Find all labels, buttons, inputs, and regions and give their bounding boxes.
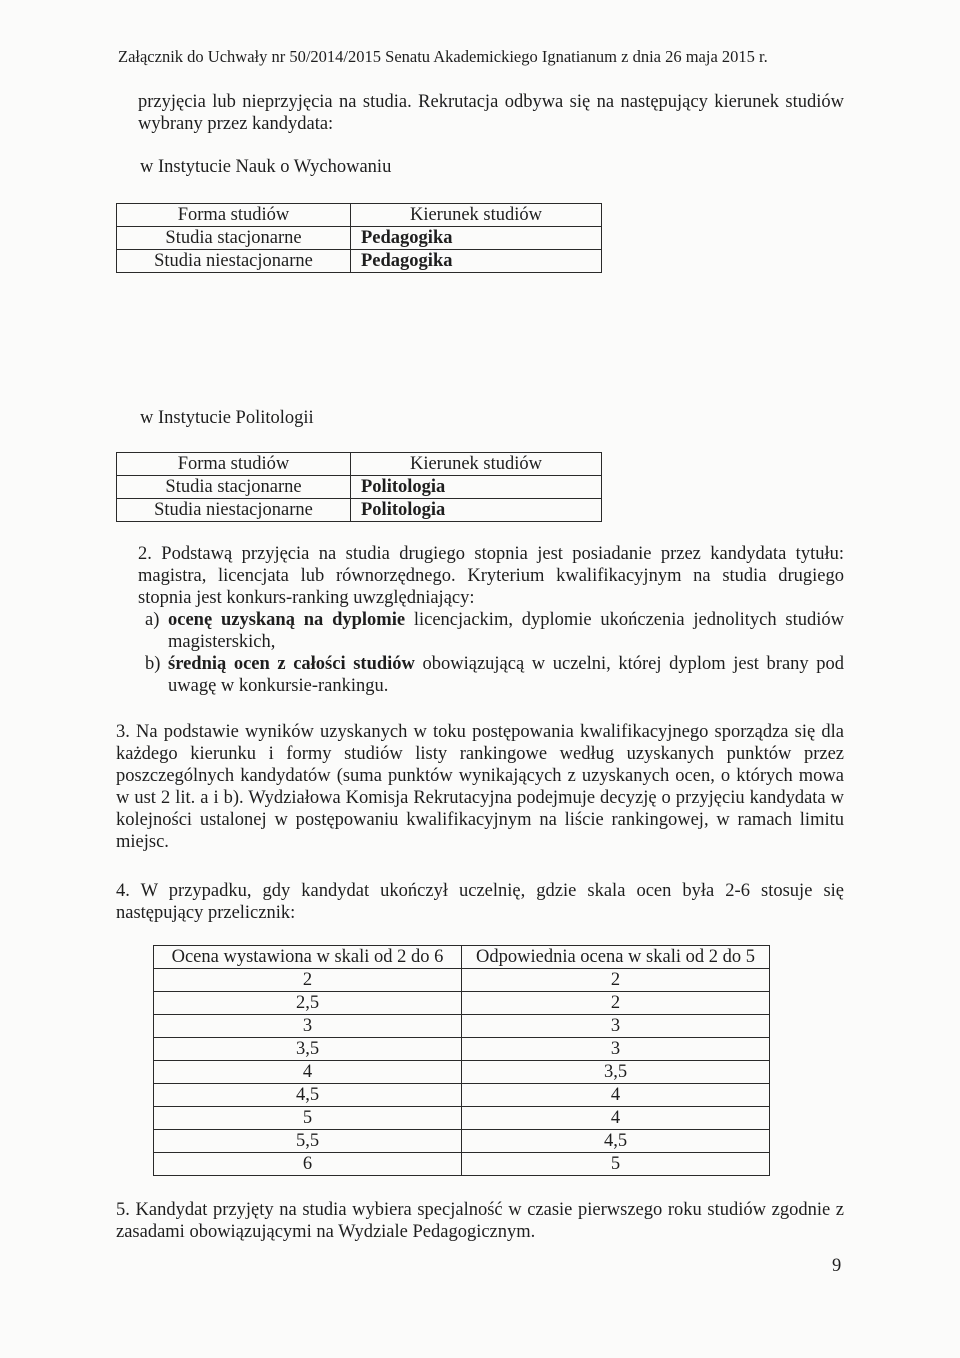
section-4-paragraph: 4. W przypadku, gdy kandydat ukończył uczelnię, gdzie skala ocen była 2-6 stosuje się następujący przelicznik: [116,881,844,923]
table-cell: 2,5 [154,992,462,1015]
table-header-cell: Kierunek studiów [351,453,602,476]
table-cell: 3 [462,1038,770,1061]
table-header-row [117,453,602,476]
table-row [154,1130,770,1153]
table-cell: 5 [154,1107,462,1130]
table-cell: 4,5 [462,1130,770,1153]
intro-paragraph: przyjęcia lub nieprzyjęcia na studia. Rekrutacja odbywa się na następujący kierunek studiów wybrany przez kandydata: [138,92,844,134]
table-header-cell: Ocena wystawiona w skali od 2 do 6 [154,946,462,969]
institute-2-table [116,452,602,522]
page-number: 9 [832,1256,842,1276]
table-row [154,1061,770,1084]
section-2-paragraph: 2. Podstawą przyjęcia na studia drugiego stopnia jest posiadanie przez kandydata tytułu: magistra, licencjata lub równorzędnego. Kryterium kwalifikacyjnym na studia drugiego stopnia jest konkurs-ranking uwzględniający: [138,544,844,608]
table-row [117,499,602,522]
table-cell [351,227,602,250]
table-cell [351,476,602,499]
table-row [154,1038,770,1061]
table-row [154,1107,770,1130]
field-of-study: Politologia [361,500,446,520]
bold-phrase: średnią ocen z całości studiów [168,654,415,674]
table-header-cell: Kierunek studiów [351,204,602,227]
list-item [138,653,844,697]
list-item-text: obowiązującą w uczelni, której dyplom jest brany pod uwagę w konkursie-rankingu. [168,654,844,696]
section-2 [138,543,844,697]
table-cell: 2 [154,969,462,992]
table-header-cell: Odpowiednia ocena w skali od 2 do 5 [462,946,770,969]
table-cell: Studia niestacjonarne [117,499,351,522]
list-item [138,609,844,653]
grade-conversion-table [153,945,770,1176]
page-header: Załącznik do Uchwały nr 50/2014/2015 Senatu Akademickiego Ignatianum z dnia 26 maja 2015 r. [118,47,768,66]
section-5-paragraph: 5. Kandydat przyjęty na studia wybiera specjalność w czasie pierwszego roku studiów zgodnie z zasadami obowiązującymi na Wydziale Pedagogicznym. [116,1200,844,1242]
table-row [117,227,602,250]
table-row [154,1015,770,1038]
table-header-row [117,204,602,227]
table-cell: 4 [462,1084,770,1107]
table-header-cell: Forma studiów [117,204,351,227]
table-cell [351,250,602,273]
table-cell [351,499,602,522]
table-cell: 2 [462,992,770,1015]
table-cell: 5 [462,1153,770,1176]
institute-1-table [116,203,602,273]
table-cell: 4,5 [154,1084,462,1107]
table-cell: 2 [462,969,770,992]
table-cell: Studia stacjonarne [117,476,351,499]
field-of-study: Pedagogika [361,228,453,248]
table-cell: 3,5 [154,1038,462,1061]
table-row [117,250,602,273]
table-row [154,1153,770,1176]
table-row [154,1084,770,1107]
table-row [117,476,602,499]
list-item-text: licencjackim, dyplomie ukończenia jednolitych studiów magisterskich, [168,610,844,652]
institute-2-label: w Instytucie Politologii [140,408,314,428]
table-cell: Studia niestacjonarne [117,250,351,273]
table-cell: 4 [154,1061,462,1084]
institute-1-label: w Instytucie Nauk o Wychowaniu [140,157,392,177]
field-of-study: Pedagogika [361,251,453,271]
table-cell: Studia stacjonarne [117,227,351,250]
list-marker: a) [145,610,160,630]
field-of-study: Politologia [361,477,446,497]
list-marker: b) [145,654,161,674]
table-row [154,969,770,992]
bold-phrase: ocenę uzyskaną na dyplomie [168,610,406,630]
section-3-paragraph: 3. Na podstawie wyników uzyskanych w toku postępowania kwalifikacyjnego sporządza się dla każdego kierunku i formy studiów listy rankingowe według uzyskanych punktów przez poszczególnych kandydatów (suma punktów wynikających z uzyskanych ocen, o których mowa w ust 2 lit. a i b). Wydziałowa Komisja Rekrutacyjna podejmuje decyzję o przyjęciu kandydata w kolejności ustalonej w postępowaniu kwalifikacyjnym na liście rankingowej, w ramach limitu miejsc. [116,722,844,852]
table-cell: 6 [154,1153,462,1176]
table-cell: 5,5 [154,1130,462,1153]
table-header-row [154,946,770,969]
section-2-text [138,543,844,609]
table-cell: 4 [462,1107,770,1130]
table-row [154,992,770,1015]
table-cell: 3,5 [462,1061,770,1084]
table-header-cell: Forma studiów [117,453,351,476]
table-cell: 3 [462,1015,770,1038]
table-cell: 3 [154,1015,462,1038]
